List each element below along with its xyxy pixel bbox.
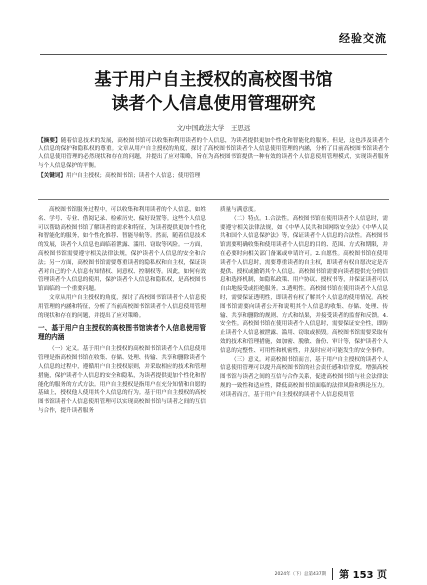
keywords [38, 172, 389, 180]
abstract [38, 137, 389, 170]
paragraph: 文章从用户自主授权的角度，探讨了高校图书馆读者个人信息使用管理的内涵和特征，分析了当前高校图书馆读者个人信息使用管理的现状和存在的问题，并提出了应对策略。 [38, 294, 206, 319]
page-footer [275, 566, 387, 581]
article-title [0, 68, 427, 116]
paragraph-continued: 质量与满意度。 [220, 207, 260, 213]
section-heading: 一、基于用户自主授权的高校图书馆读者个人信息使用管理的内涵 [38, 324, 206, 342]
paragraph: （二）特点。1.合法性。高校图书馆在使用读者个人信息时，需要遵守相关法律法规，如《中华人民共和国网络安全法》《中华人民共和国个人信息保护法》等，保证读者个人信息的合法性。高校图书馆需要明确收集和使用读者个人信息的目的、范围、方式和期限，并在必要时向相关部门备案或申请许可。2.自愿性。高校图书馆在使用读者个人信息时，需要尊重读者的自主权，即读者有权自愿决定是否提供、授权或撤销其个人信息。高校图书馆需要向读者提供充分的信息和选择机制，如隐私政策、用户协议、授权书等，并保证读者可以自由地接受或拒绝服务。3.透明性。高校图书馆在使用读者个人信息时，需要保证透明性，即读者有权了解其个人信息的使用情况。高校图书馆需要向读者公开和说明其个人信息的收集、存储、处理、传输、共享和删除的规则、方式和结果，并接受读者的监督和反馈。4.安全性。高校图书馆在使用读者个人信息时，需要保证安全性，即防止读者个人信息被泄露、滥用、窃取或损毁。高校图书馆需要采取有效的技术和管理措施，如加密、脱敏、备份、审计等，保护读者个人信息的完整性、可用性和机密性，并及时应对可能发生的安全事件。 [220, 215, 388, 354]
author-line: 文/中国政法大学 王思远 [176, 124, 251, 132]
keywords-label: 【关键词】 [38, 172, 66, 179]
page-number: 第 153 页 [339, 570, 387, 581]
issue-info: 2024年（下）总第437期 [274, 571, 327, 577]
left-column [38, 206, 206, 416]
paragraph: （一）定义。基于用户自主授权的高校图书馆读者个人信息使用管理是指高校图书馆在收集、存储、处理、传输、共享和删除读者个人信息的过程中，遵循用户自主授权原则，并采取相应的技术和管理措施，保护读者个人信息的安全和隐私，为读者提供更加个性化和智能化的服务的方式方法。用户自主授权是指用户在充分知情和自愿的基础上，授权他人使用其个人信息的行为。基于用户自主授权的高校图书馆读者个人信息使用管理可以实现高校图书馆与读者之间的互信与合作，提升读者服务 [38, 346, 206, 414]
footer-separator [332, 568, 333, 580]
right-column [220, 206, 388, 400]
abstract-divider [38, 199, 389, 200]
paragraph: （三）意义。对高校图书馆而言，基于用户自主授权的读者个人信息使用管理可以提升高校图书馆的社会责任感和信誉度，增强高校图书馆与读者之间的互信与合作关系，促进高校图书馆与社会法律法规的一致性和适应性，降低高校图书馆面临的法律风险和舆论压力。对读者而言，基于用户自主授权的读者个人信息使用管 [220, 356, 388, 398]
section-tag: 经验交流 [339, 32, 387, 45]
keywords-text: 用户自主授权；高校图书馆；读者个人信息；使用管理 [65, 172, 201, 179]
abstract-text: 随着信息技术的发展，高校图书馆可以收集和利用读者的个人信息，为读者提供更加个性化和智能化的服务。但是，这也涉及读者个人信息的保护和隐私权的尊重。文章从用户自主授权的角度，探讨了高校图书馆读者个人信息使用管理的内涵，分析了目前高校图书馆读者个人信息使用管理的必然现状和存在的问题，并提出了应对策略，旨在为高校图书馆提供一种有效的读者个人信息使用管理模式，实现读者服务与个人信息保护的平衡。 [38, 138, 389, 169]
paragraph: 高校图书馆服务过程中，可以收集和利用读者的个人信息，如姓名、学号、专业、借阅记录、检索历史、偏好设置等。这些个人信息可以帮助高校图书馆了解读者的需求和特征，为读者提供更加个性化和智能化的服务，如个性化推荐、智能导航等。然而，随着信息技术的发展，读者个人信息也面临着泄露、滥用、窃取等风险。一方面，高校图书馆需要遵守相关法律法规，保护读者个人信息的安全和合法；另一方面，高校图书馆需要尊重读者的隐私权和自主权，保证读者对自己的个人信息有知情权、同意权、控制权等。因此，如何有效管理读者个人信息的使用，保护读者个人信息和隐私权，是高校图书馆面临的一个重要问题。 [38, 207, 206, 293]
abstract-label: 【摘要】 [38, 138, 61, 144]
section-divider [40, 54, 387, 55]
abstract-block [38, 137, 389, 180]
title-line-1: 基于用户自主授权的高校图书馆 [94, 70, 333, 90]
title-line-2: 读者个人信息使用管理研究 [111, 94, 316, 114]
